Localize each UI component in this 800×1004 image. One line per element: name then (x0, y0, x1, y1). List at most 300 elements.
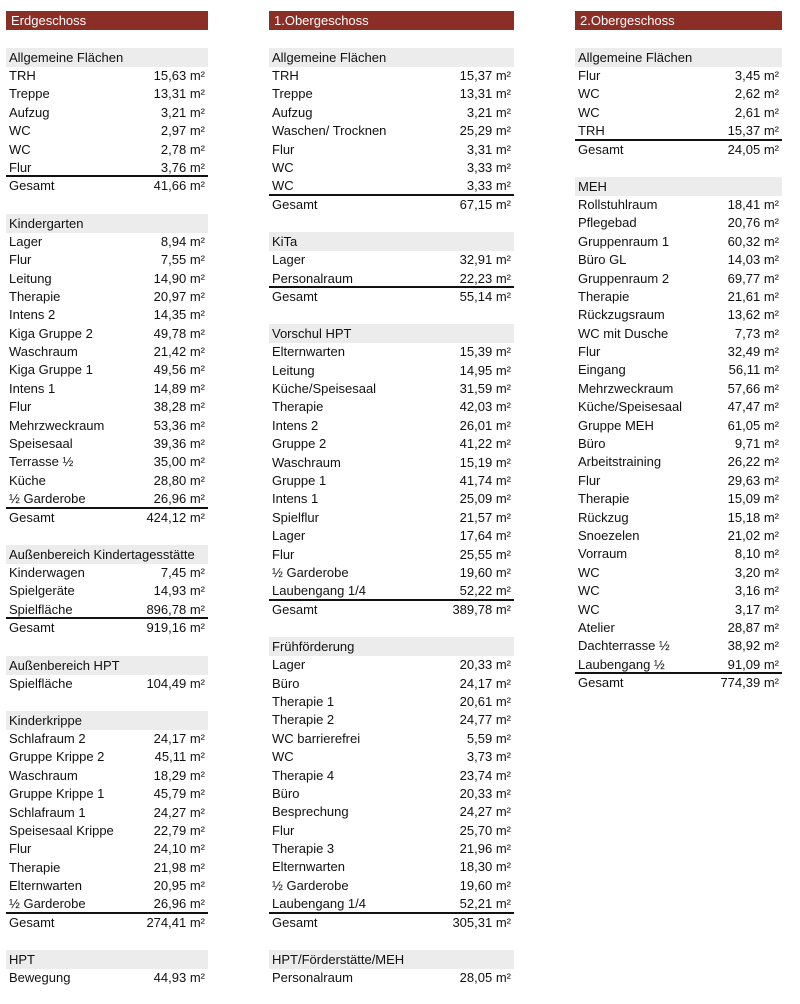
room-name: WC mit Dusche (578, 325, 669, 341)
section-title: Kindergarten (6, 214, 208, 233)
room-name: Flur (578, 68, 601, 83)
room-area (154, 288, 205, 306)
area-row (575, 509, 782, 527)
room-name: Eingang (578, 362, 626, 378)
total-label: Gesamt (9, 509, 55, 525)
area-unit: m² (495, 528, 511, 544)
area-unit: m² (189, 123, 205, 139)
room-area (467, 141, 511, 159)
area-value: 31,59 (459, 381, 493, 397)
area-row (269, 67, 514, 85)
area-row (575, 325, 782, 343)
area-row (269, 141, 514, 159)
area-row (575, 582, 782, 600)
area-row (6, 343, 208, 361)
room-area (735, 564, 779, 582)
area-value: 24,77 (459, 712, 493, 728)
room-name: Laubengang ½ (578, 656, 665, 672)
room-name: Intens 1 (9, 380, 56, 396)
area-row (575, 527, 782, 545)
area-unit: m² (189, 786, 205, 802)
area-value: 15,37 (459, 68, 493, 83)
area-row (575, 214, 782, 232)
area-unit: m² (495, 141, 511, 157)
room-name: Bewegung (9, 970, 71, 986)
area-row (6, 840, 208, 858)
room-area (467, 159, 511, 177)
room-name: Treppe (9, 86, 50, 102)
area-value: 18,30 (459, 859, 493, 875)
area-value: 104,49 (146, 675, 187, 691)
total-area (720, 674, 779, 692)
room-area (728, 306, 779, 324)
area-unit: m² (189, 491, 205, 507)
column-1-obergeschoss (269, 11, 514, 987)
area-row (575, 490, 782, 508)
area-value: 24,17 (459, 675, 493, 691)
area-value: 21,61 (727, 288, 761, 304)
area-unit: m² (763, 215, 779, 231)
area-unit: m² (189, 472, 205, 488)
area-unit: m² (763, 454, 779, 470)
area-section (269, 637, 514, 932)
room-area (460, 803, 511, 821)
area-value: 38,92 (727, 638, 761, 654)
room-name: Flur (272, 822, 295, 838)
room-area (728, 398, 779, 416)
area-row (6, 472, 208, 490)
total-value: 919,16 (146, 620, 187, 636)
area-row (6, 417, 208, 435)
area-unit: m² (763, 436, 779, 452)
room-area (154, 380, 205, 398)
room-name: Küche/Speisesaal (578, 399, 683, 415)
room-area (154, 85, 205, 103)
room-area (728, 196, 779, 214)
room-area (460, 693, 511, 711)
area-row (6, 748, 208, 766)
column-2-obergeschoss (575, 11, 782, 693)
section-title: MEH (575, 177, 782, 196)
area-row (269, 969, 514, 987)
area-row (6, 251, 208, 269)
area-value: 896,78 (146, 601, 187, 617)
area-value: 15,18 (727, 509, 761, 525)
area-row (269, 822, 514, 840)
room-name: WC (578, 104, 600, 120)
room-area (154, 270, 205, 288)
area-row (269, 509, 514, 527)
room-name: Flur (9, 252, 32, 268)
area-row (575, 122, 782, 140)
area-value: 52,21 (459, 896, 493, 912)
room-name: Laubengang 1/4 (272, 896, 366, 912)
area-value: 2,78 (160, 141, 187, 157)
room-area (460, 656, 511, 674)
area-value: 3,21 (160, 104, 187, 120)
area-row (269, 858, 514, 876)
area-value: 3,31 (466, 141, 493, 157)
area-value: 24,10 (153, 841, 187, 857)
area-unit: m² (189, 141, 205, 157)
room-name: Rückzugsraum (578, 307, 665, 323)
area-row (269, 564, 514, 582)
area-unit: m² (495, 196, 511, 212)
area-value: 29,63 (727, 472, 761, 488)
area-row (269, 417, 514, 435)
area-row (269, 693, 514, 711)
room-area (161, 159, 205, 175)
total-label: Gesamt (578, 141, 624, 157)
room-name: Mehrzweckraum (9, 417, 105, 433)
area-row (575, 435, 782, 453)
room-area (728, 122, 779, 138)
area-unit: m² (763, 675, 779, 691)
area-value: 26,96 (153, 896, 187, 912)
area-row (269, 656, 514, 674)
area-value: 17,64 (459, 528, 493, 544)
area-value: 14,35 (153, 307, 187, 323)
room-name: Flur (9, 841, 32, 857)
section-title: Allgemeine Flächen (269, 48, 514, 67)
room-name: Waschen/ Trocknen (272, 123, 387, 139)
section-title: Außenbereich HPT (6, 656, 208, 675)
area-value: 21,57 (459, 509, 493, 525)
area-value: 61,05 (727, 417, 761, 433)
area-unit: m² (495, 896, 511, 912)
room-name: WC (272, 159, 294, 175)
area-unit: m² (763, 196, 779, 212)
area-value: 3,17 (734, 601, 761, 617)
room-area (728, 251, 779, 269)
area-unit: m² (763, 325, 779, 341)
area-row (6, 767, 208, 785)
room-name: Elternwarten (272, 859, 345, 875)
area-unit: m² (763, 307, 779, 323)
total-label: Gesamt (9, 620, 55, 636)
room-area (154, 417, 205, 435)
room-name: WC (578, 583, 600, 599)
area-row (575, 361, 782, 379)
room-area (460, 417, 511, 435)
area-unit: m² (495, 473, 511, 489)
room-area (154, 859, 205, 877)
room-name: Gruppe MEH (578, 417, 654, 433)
area-value: 20,76 (727, 215, 761, 231)
room-area (460, 877, 511, 895)
area-unit: m² (763, 619, 779, 635)
area-section (6, 48, 208, 196)
area-row (6, 435, 208, 453)
area-value: 47,47 (727, 399, 761, 415)
area-value: 21,98 (153, 859, 187, 875)
floor-header: 1.Obergeschoss (269, 11, 514, 30)
area-unit: m² (189, 104, 205, 120)
area-value: 28,87 (727, 619, 761, 635)
room-area (154, 877, 205, 895)
area-section (6, 711, 208, 932)
room-area (460, 343, 511, 361)
room-name: Elternwarten (272, 344, 345, 360)
area-value: 2,61 (734, 104, 761, 120)
room-name: Therapie (9, 288, 61, 304)
room-name: Flur (9, 399, 32, 415)
room-name: Flur (9, 159, 32, 175)
area-value: 14,95 (459, 362, 493, 378)
room-name: Lager (272, 657, 306, 673)
room-name: Therapie 4 (272, 767, 335, 783)
room-name: Flur (272, 546, 295, 562)
area-unit: m² (495, 86, 511, 102)
area-row (575, 380, 782, 398)
room-name: Büro (272, 785, 300, 801)
area-value: 18,41 (727, 196, 761, 212)
area-unit: m² (763, 123, 779, 139)
area-row (6, 398, 208, 416)
room-area (728, 288, 779, 306)
room-name: Terrasse ½ (9, 454, 74, 470)
area-section (269, 232, 514, 306)
floor-header: Erdgeschoss (6, 11, 208, 30)
section-title: HPT (6, 950, 208, 969)
section-title: Vorschul HPT (269, 324, 514, 343)
room-area (460, 840, 511, 858)
area-unit: m² (495, 344, 511, 360)
area-value: 25,29 (459, 123, 493, 139)
area-section (575, 177, 782, 693)
room-area (735, 601, 779, 619)
area-row (269, 675, 514, 693)
room-area (460, 251, 511, 269)
total-label: Gesamt (578, 675, 624, 691)
area-unit: m² (763, 252, 779, 268)
area-section (269, 48, 514, 214)
area-unit: m² (189, 288, 205, 304)
area-unit: m² (495, 730, 511, 746)
area-unit: m² (495, 252, 511, 268)
total-row (6, 509, 208, 527)
total-value: 274,41 (146, 914, 187, 930)
area-section (269, 950, 514, 987)
area-unit: m² (495, 564, 511, 580)
area-unit: m² (495, 583, 511, 599)
room-name: Therapie (9, 859, 61, 875)
total-label: Gesamt (272, 288, 318, 304)
room-name: Küche (9, 472, 46, 488)
area-unit: m² (495, 841, 511, 857)
room-area (467, 104, 511, 122)
room-name: WC (578, 86, 600, 102)
area-row (269, 251, 514, 269)
total-area (452, 601, 511, 619)
area-unit: m² (495, 712, 511, 728)
area-unit: m² (495, 178, 511, 194)
room-name: Pflegebad (578, 215, 637, 231)
room-name: Kiga Gruppe 2 (9, 325, 93, 341)
area-value: 3,16 (734, 583, 761, 599)
area-row (575, 306, 782, 324)
room-area (460, 454, 511, 472)
area-value: 15,39 (459, 344, 493, 360)
section-title: Außenbereich Kindertagesstätte (6, 545, 208, 564)
area-value: 42,03 (459, 399, 493, 415)
area-unit: m² (189, 859, 205, 875)
room-area (460, 472, 511, 490)
area-unit: m² (189, 399, 205, 415)
total-area (452, 914, 511, 932)
area-row (575, 619, 782, 637)
area-row (6, 969, 208, 987)
area-unit: m² (189, 417, 205, 433)
area-unit: m² (495, 68, 511, 83)
area-unit: m² (763, 564, 779, 580)
area-row (575, 196, 782, 214)
area-value: 14,89 (153, 380, 187, 396)
area-row (575, 472, 782, 490)
room-area (728, 343, 779, 361)
total-row (6, 177, 208, 195)
room-area (728, 619, 779, 637)
area-unit: m² (495, 509, 511, 525)
room-name: Kinderwagen (9, 564, 85, 580)
total-row (269, 914, 514, 932)
area-value: 41,22 (459, 436, 493, 452)
area-value: 21,96 (459, 841, 493, 857)
room-name: Intens 2 (272, 417, 319, 433)
area-row (575, 637, 782, 655)
area-row (6, 859, 208, 877)
room-name: Küche/Speisesaal (272, 381, 377, 397)
area-unit: m² (495, 159, 511, 175)
area-row (575, 564, 782, 582)
area-unit: m² (763, 288, 779, 304)
room-area (460, 509, 511, 527)
area-unit: m² (495, 914, 511, 930)
area-value: 3,33 (466, 159, 493, 175)
area-value: 22,23 (459, 270, 493, 286)
area-unit: m² (189, 620, 205, 636)
area-unit: m² (189, 601, 205, 617)
area-unit: m² (495, 270, 511, 286)
area-value: 25,09 (459, 491, 493, 507)
total-area (146, 509, 205, 527)
total-area (154, 177, 205, 195)
area-value: 24,27 (459, 804, 493, 820)
area-value: 20,61 (459, 693, 493, 709)
room-name: ½ Garderobe (272, 877, 349, 893)
area-value: 45,11 (154, 749, 187, 765)
room-area (154, 343, 205, 361)
total-area (460, 288, 511, 306)
area-unit: m² (763, 656, 779, 672)
room-name: Flur (578, 472, 601, 488)
area-unit: m² (495, 399, 511, 415)
area-row (6, 288, 208, 306)
area-value: 3,33 (466, 178, 493, 194)
area-unit: m² (763, 601, 779, 617)
area-section (575, 48, 782, 159)
room-name: Therapie 2 (272, 712, 335, 728)
area-row (6, 380, 208, 398)
room-area (460, 546, 511, 564)
area-unit: m² (495, 381, 511, 397)
room-name: Spielgeräte (9, 583, 75, 599)
area-row (269, 454, 514, 472)
room-name: Gruppenraum 2 (578, 270, 670, 286)
section-title: Allgemeine Flächen (6, 48, 208, 67)
room-area (154, 895, 205, 911)
room-area (460, 767, 511, 785)
area-row (575, 251, 782, 269)
area-unit: m² (763, 380, 779, 396)
room-name: Arbeitstraining (578, 454, 662, 470)
area-value: 20,33 (459, 657, 493, 673)
room-area (735, 67, 779, 85)
area-value: 60,32 (727, 233, 761, 249)
area-unit: m² (189, 270, 205, 286)
room-area (728, 380, 779, 398)
area-value: 32,49 (727, 344, 761, 360)
area-unit: m² (189, 86, 205, 102)
area-unit: m² (189, 68, 205, 83)
room-name: Personalraum (272, 270, 353, 286)
room-name: Schlafraum 2 (9, 730, 86, 746)
room-area (460, 582, 511, 598)
total-area (728, 141, 779, 159)
room-name: Therapie (578, 288, 630, 304)
room-area (729, 361, 779, 379)
room-area (460, 67, 511, 85)
area-row (575, 417, 782, 435)
area-row (6, 67, 208, 85)
area-value: 25,55 (459, 546, 493, 562)
room-name: Intens 2 (9, 307, 56, 323)
area-unit: m² (189, 178, 205, 194)
area-row (269, 582, 514, 600)
total-value: 41,66 (153, 178, 187, 194)
area-value: 14,90 (153, 270, 187, 286)
room-area (154, 453, 205, 471)
room-area (460, 380, 511, 398)
room-area (460, 822, 511, 840)
area-value: 24,27 (153, 804, 187, 820)
area-value: 21,02 (727, 527, 761, 543)
room-name: Büro (272, 675, 300, 691)
room-area (146, 601, 205, 617)
room-name: Waschraum (9, 344, 78, 360)
area-section (269, 324, 514, 619)
total-row (6, 914, 208, 932)
total-area (146, 619, 205, 637)
area-row (575, 453, 782, 471)
area-row (269, 343, 514, 361)
section-title: Allgemeine Flächen (575, 48, 782, 67)
area-unit: m² (189, 970, 205, 986)
area-value: 25,70 (459, 822, 493, 838)
room-area (154, 472, 205, 490)
area-row (575, 233, 782, 251)
area-value: 38,28 (153, 399, 187, 415)
area-row (269, 159, 514, 177)
area-row (575, 656, 782, 674)
area-unit: m² (763, 527, 779, 543)
area-value: 15,37 (727, 123, 761, 139)
room-area (735, 435, 779, 453)
area-row (269, 362, 514, 380)
room-area (460, 969, 511, 987)
room-name: Therapie 1 (272, 693, 335, 709)
area-unit: m² (189, 159, 205, 175)
